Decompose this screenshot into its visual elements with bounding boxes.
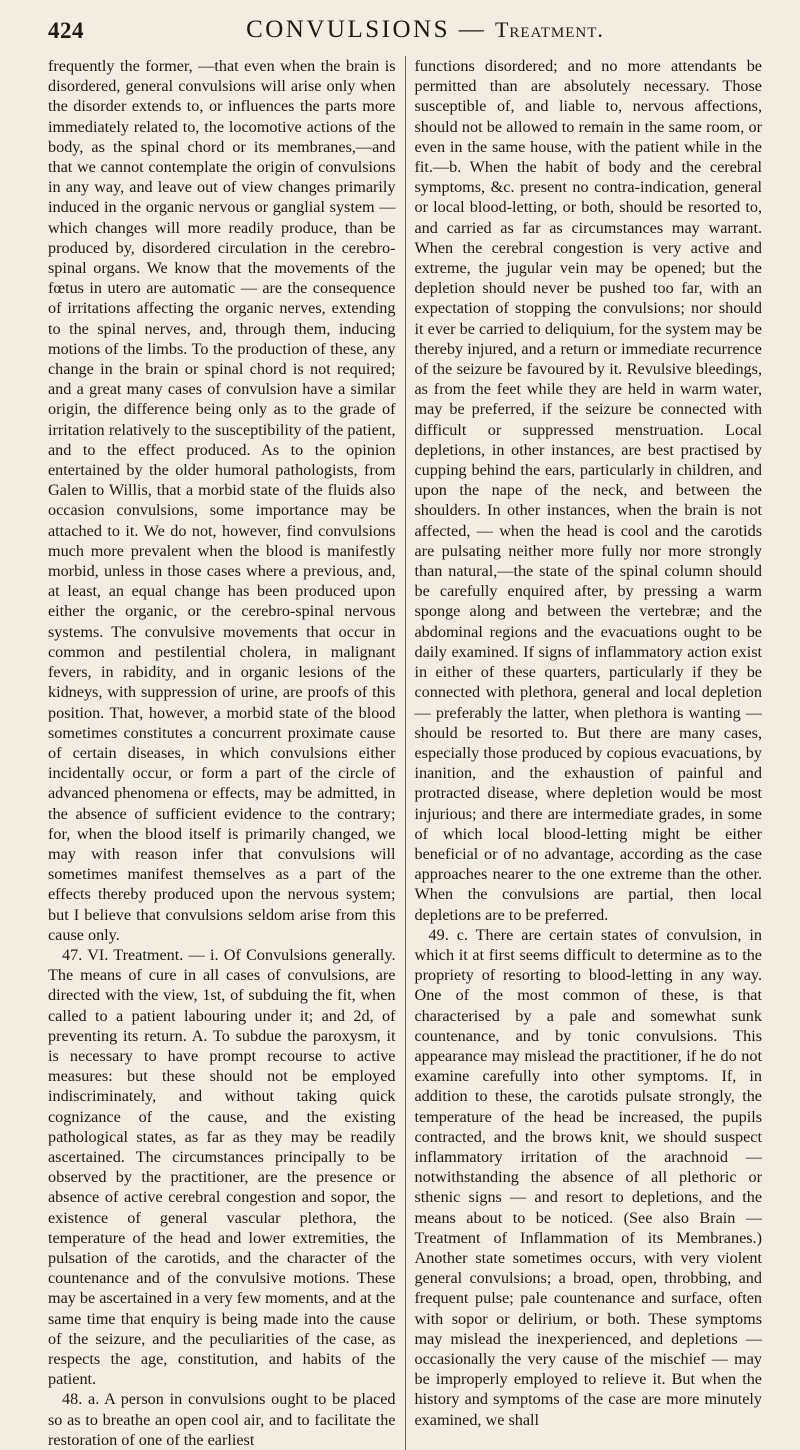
right-column	[406, 56, 763, 1450]
text-columns	[48, 56, 762, 1450]
paragraph-48: 48. a. A person in convulsions ought to be placed so as to breathe an open cool air, and to facilitate the restoration of one of the earliest	[48, 1390, 396, 1449]
page-number: 424	[48, 18, 84, 43]
running-title-main: CONVULSIONS —	[246, 16, 487, 43]
running-title-sub: Treatment.	[494, 17, 604, 42]
paragraph-49: 49. c. There are certain states of convulsion, in which it at first seems difficult to determine as to the propriety of resorting to blood-letting in any way. One of the most common of these, is that characterised by a pale and somewhat sunk countenance, and by tonic convulsions. This appearance may mislead the practitioner, if he do not examine carefully into other symptoms. If, in addition to these, the carotids pulsate strongly, the temperature of the head be increased, the pupils contracted, and the brows knit, we should suspect inflammatory irritation of the arachnoid — notwithstanding the absence of all plethoric or sthenic signs — and resort to depletions, and the means about to be noticed. (See also Brain — Treatment of Inflammation of its Membranes.) Another state sometimes occurs, with very violent general convulsions; a broad, open, throbbing, and frequent pulse; pale countenance and surface, often with sopor or delirium, or both. These symptoms may mislead the inexperienced, and depletions — occasionally the very cause of the mischief — may be improperly employed to relieve it. But when the history and symptoms of the case are more minutely examined, we shall	[414, 925, 762, 1429]
running-title	[48, 16, 762, 44]
paragraph-right-1: functions disordered; and no more attendants be permitted than are absolutely necessary. Those susceptible of, and liable to, nervous affections, should not be allowed to remain in the same room, or even in the same house, with the patient while in the fit.—b. When the habit of body and the cerebral symptoms, &c. present no contra-indication, general or local blood-letting, or both, should be resorted to, and carried as far as circumstances may warrant. When the cerebral congestion is very active and extreme, the jugular vein may be opened; but the depletion should never be pushed too far, with an expectation of stopping the convulsions; nor should it ever be carried to deliquium, for the system may be thereby injured, and a return or immediate recurrence of the seizure be favoured by it. Revulsive bleedings, as from the feet while they are held in warm water, may be preferred, if the seizure be connected with difficult or suppressed menstruation. Local depletions, in other instances, are best practised by cupping behind the ears, particularly in children, and upon the nape of the neck, and between the shoulders. In other instances, when the brain is not affected, — when the head is cool and the carotids are pulsating neither more fully nor more strongly than natural,—the state of the spinal column should be carefully enquired after, by pressing a warm sponge along and between the vertebræ; and the abdominal regions and the evacuations ought to be daily examined. If signs of inflammatory action exist in either of these quarters, particularly if they be connected with plethora, general and local depletion — preferably the latter, when plethora is wanting — should be resorted to. But there are many cases, especially those produced by copious evacuations, by inanition, and the exhaustion of painful and protracted disease, where depletion would be most injurious; and there are intermediate grades, in some of which local blood-letting might be either beneficial or of no advantage, according as the case approaches nearer to the one extreme than the other. When the convulsions are partial, then local depletions are to be preferred.	[414, 57, 762, 924]
paragraph-left-1: frequently the former, —that even when the brain is disordered, general convulsions will arise only when the disorder extends to, or influences the parts more immediately related to, the locomotive actions of the body, as the spinal chord or its membranes,—and that we cannot contemplate the origin of convulsions in any way, and leave out of view changes primarily induced in the organic nervous or ganglial system — which changes will more readily produce, than be produced by, disordered circulation in the cerebro-spinal organs. We know that the movements of the fœtus in utero are automatic — are the consequence of irritations affecting the organic nerves, extending to the spinal nerves, and, through them, inducing motions of the limbs. To the production of these, any change in the brain or spinal chord is not required; and a great many cases of convulsion have a similar origin, the difference being only as to the grade of irritation relatively to the susceptibility of the patient, and to the effect produced. As to the opinion entertained by the older humoral pathologists, from Galen to Willis, that a morbid state of the fluids also occasion convulsions, some importance may be attached to it. We do not, however, find convulsions much more prevalent when the blood is manifestly morbid, unless in those cases where a previous, and, at least, an equal change has been produced upon either the organic, or the cerebro-spinal nervous systems. The convulsive movements that occur in common and pestilential cholera, in malignant fevers, in rabidity, and in organic lesions of the kidneys, with suppression of urine, are proofs of this position. That, however, a morbid state of the blood sometimes constitutes a concurrent proximate cause of certain diseases, in which convulsions either incidentally occur, or form a part of the circle of advanced phenomena or effects, may be admitted, in the absence of sufficient evidence to the contrary; for, when the blood itself is primarily changed, we may with reason infer that convulsions will sometimes manifest themselves as a part of the effects thereby produced upon the nervous system; but I believe that convulsions seldom arise from this cause only.	[48, 57, 396, 944]
paragraph-47-treatment: 47. VI. Treatment. — i. Of Convulsions generally. The means of cure in all cases of convulsions, are directed with the view, 1st, of subduing the fit, when called to a patient labouring under it; and 2d, of preventing its return. A. To subdue the paroxysm, it is necessary to have prompt recourse to active measures: but these should not be employed indiscriminately, and without taking quick cognizance of the cause, and the existing pathological states, as far as they may be readily ascertained. The circumstances principally to be observed by the practitioner, are the presence or absence of active cerebral congestion and sopor, the existence of general vascular plethora, the temperature of the head and lower extremities, the pulsation of the carotids, and the character of the countenance and of the convulsive motions. These may be ascertained in a very few moments, and at the same time that enquiry is being made into the cause of the seizure, and the peculiarities of the case, as respects the age, constitution, and habits of the patient.	[48, 945, 396, 1389]
running-head	[48, 14, 762, 54]
left-column	[48, 56, 405, 1450]
